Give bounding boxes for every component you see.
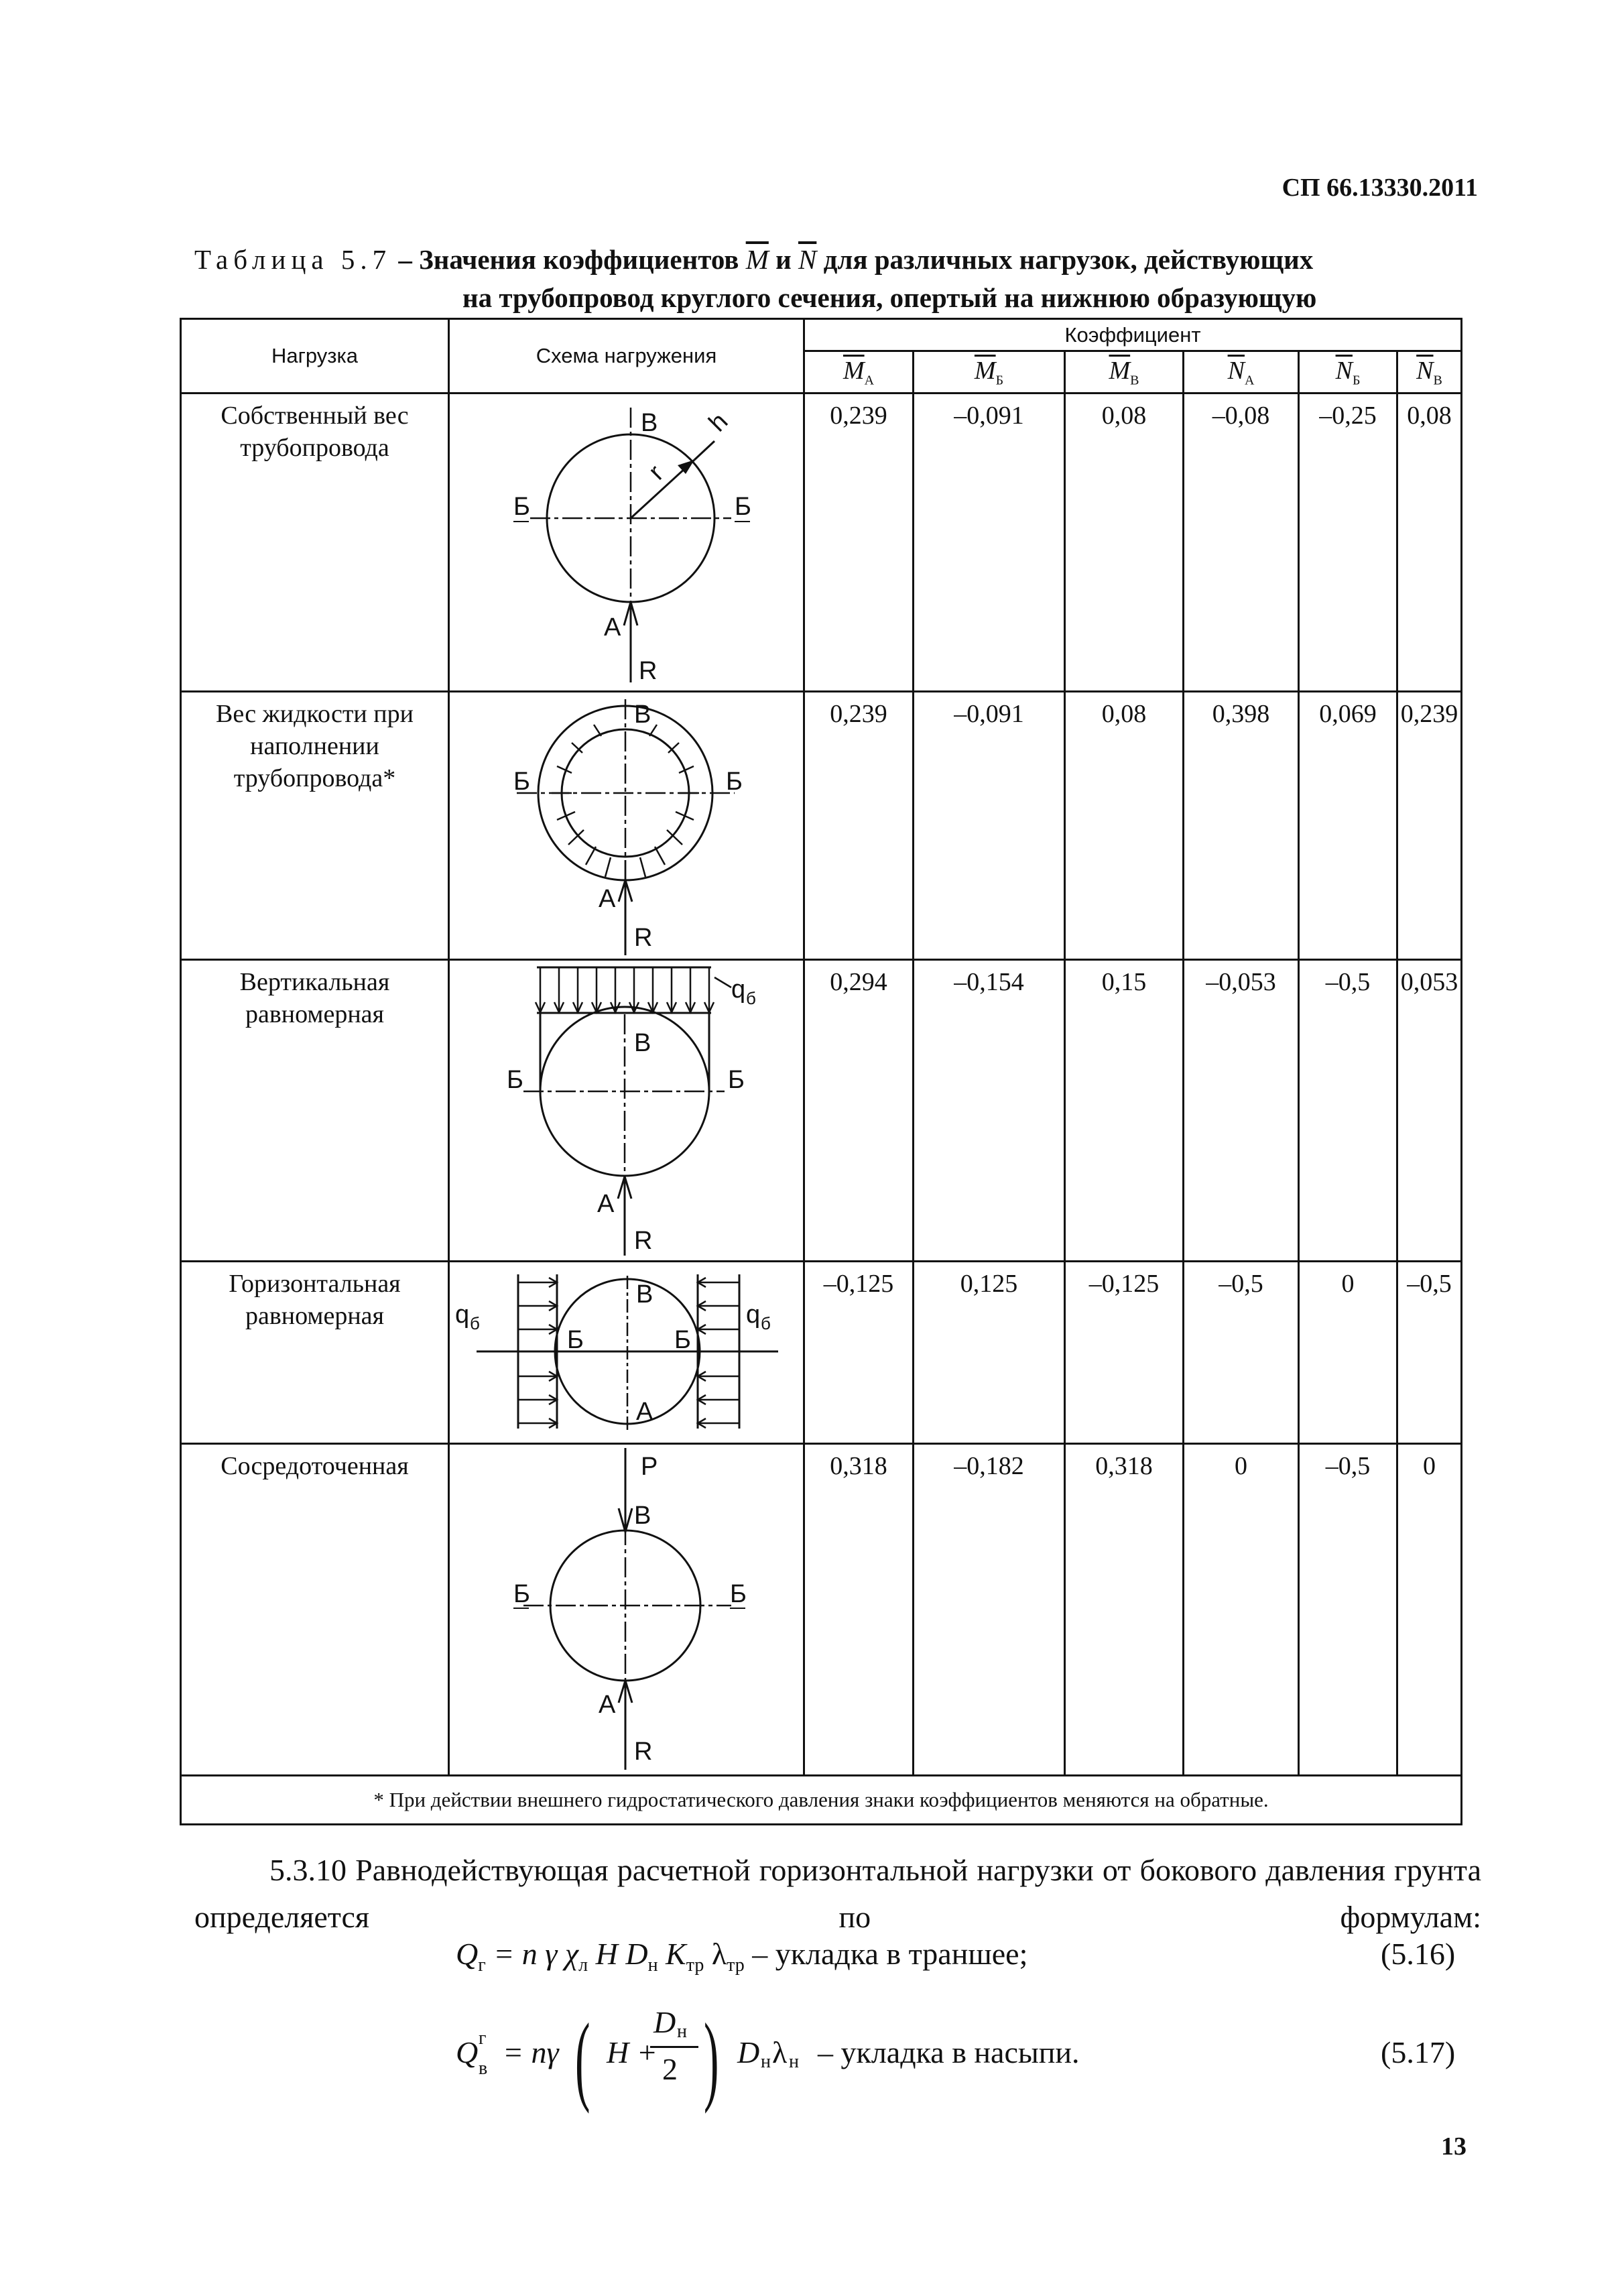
svg-text:Б: Б <box>567 1326 584 1354</box>
value-cell: –0,125 <box>1065 1262 1184 1444</box>
svg-text:б: б <box>761 1313 771 1333</box>
svg-text:Б: Б <box>728 1066 745 1094</box>
coefficients-table <box>180 318 1460 1834</box>
value-cell: –0,182 <box>914 1444 1065 1776</box>
value-cell: 0,069 <box>1299 692 1397 960</box>
caption-text2: для различных нагрузок, действующих <box>823 244 1314 275</box>
load-name: Вес жидкости при наполнении трубопровода* <box>181 692 449 960</box>
subheader-mb: $\overline{M}_Б$ <box>914 351 1065 394</box>
svg-text:q: q <box>455 1301 470 1329</box>
value-cell: 0,398 <box>1184 692 1299 960</box>
page-number: 13 <box>1441 2132 1467 2161</box>
value-cell: 0,08 <box>1065 692 1184 960</box>
svg-text:А: А <box>636 1398 653 1426</box>
caption-prefix: Таблица 5.7 <box>194 244 392 275</box>
svg-text:В: В <box>634 1029 651 1057</box>
paragraph-5-3-10 <box>194 1847 1481 1941</box>
caption-symbol-m: $\overline{M}$ <box>745 244 769 275</box>
svg-text:R: R <box>639 657 658 685</box>
value-cell: –0,25 <box>1299 394 1397 692</box>
header-scheme: Схема нагружения <box>449 319 804 394</box>
value-cell: 0 <box>1299 1262 1397 1444</box>
subheader-nb: $\overline{N}_Б$ <box>1299 351 1397 394</box>
formula-5-16: $Q_г = n$ γ $\chi_л$ H $D_н$ $K_{тр}$ $\lambda_{тр}$ – укладка в траншее; <box>456 1937 1028 1976</box>
caption-and: и <box>775 244 792 275</box>
svg-text:А: А <box>604 613 621 642</box>
table-row <box>181 1262 1462 1444</box>
value-cell: 0 <box>1184 1444 1299 1776</box>
value-cell: 0,318 <box>804 1444 914 1776</box>
svg-text:А: А <box>599 1691 616 1719</box>
svg-text:Б: Б <box>726 768 743 796</box>
svg-text:q: q <box>746 1301 761 1329</box>
scheme-vertical-uniform <box>449 960 804 1262</box>
svg-text:В: В <box>634 701 651 729</box>
equation-number-5-17: (5.17) <box>1381 2035 1456 2069</box>
subheader-ma: $\overline{M}_А$ <box>804 351 914 394</box>
fraction-numerator: D <box>653 2005 676 2039</box>
value-cell: –0,5 <box>1397 1262 1462 1444</box>
svg-text:Б: Б <box>513 768 530 796</box>
svg-text:А: А <box>599 885 616 913</box>
table-footnote: * При действии внешнего гидростатического давления знаки коэффициентов меняются на обратные. <box>181 1776 1462 1825</box>
scheme-concentrated <box>449 1444 804 1776</box>
svg-text:P: P <box>641 1453 658 1481</box>
value-cell: –0,091 <box>914 692 1065 960</box>
value-cell: 0,239 <box>804 394 914 692</box>
svg-text:б: б <box>746 988 756 1008</box>
value-cell: –0,5 <box>1184 1262 1299 1444</box>
subheader-na: $\overline{N}_А$ <box>1184 351 1299 394</box>
value-cell: 0,15 <box>1065 960 1184 1262</box>
scheme-horizontal-uniform <box>449 1262 804 1444</box>
load-name: Собственный вес трубопровода <box>181 394 449 692</box>
value-cell: 0,239 <box>1397 692 1462 960</box>
paragraph-number: 5.3.10 <box>269 1853 347 1887</box>
header-load: Нагрузка <box>181 319 449 394</box>
svg-text:В: В <box>641 409 658 437</box>
value-cell: 0,239 <box>804 692 914 960</box>
table-row <box>181 960 1462 1262</box>
value-cell: –0,091 <box>914 394 1065 692</box>
table-row <box>181 692 1462 960</box>
svg-text:h: h <box>703 407 734 438</box>
value-cell: 0,08 <box>1397 394 1462 692</box>
svg-text:А: А <box>597 1190 615 1218</box>
subheader-nv: $\overline{N}_В$ <box>1397 351 1462 394</box>
value-cell: 0,053 <box>1397 960 1462 1262</box>
value-cell: –0,053 <box>1184 960 1299 1262</box>
scheme-self-weight <box>449 394 804 692</box>
value-cell: –0,08 <box>1184 394 1299 692</box>
scheme-liquid-weight <box>449 692 804 960</box>
table-caption-line1 <box>194 243 1468 276</box>
load-name: Вертикальная равномерная <box>181 960 449 1262</box>
svg-text:б: б <box>470 1313 480 1333</box>
svg-text:R: R <box>634 1227 653 1255</box>
svg-text:R: R <box>634 1738 653 1766</box>
value-cell: 0 <box>1397 1444 1462 1776</box>
table-row <box>181 394 1462 692</box>
header-coefficient: Коэффициент <box>804 319 1462 351</box>
svg-text:Б: Б <box>735 493 751 521</box>
load-name: Сосредоточенная <box>181 1444 449 1776</box>
value-cell: –0,125 <box>804 1262 914 1444</box>
svg-text:Б: Б <box>674 1326 691 1354</box>
value-cell: 0,125 <box>914 1262 1065 1444</box>
svg-text:Б: Б <box>730 1580 747 1608</box>
caption-symbol-n: $\overline{N}$ <box>798 244 817 275</box>
svg-text:q: q <box>731 975 746 1004</box>
svg-text:r: r <box>643 459 670 486</box>
svg-text:Б: Б <box>513 493 530 521</box>
svg-text:В: В <box>636 1280 653 1309</box>
load-name: Горизонтальная равномерная <box>181 1262 449 1444</box>
paragraph-text: Равнодействующая расчетной горизонтальной нагрузки от бокового давления грунта определяется по формулам: <box>194 1853 1482 1934</box>
value-cell: 0,318 <box>1065 1444 1184 1776</box>
table-row <box>181 1444 1462 1776</box>
value-cell: –0,5 <box>1299 1444 1397 1776</box>
value-cell: –0,5 <box>1299 960 1397 1262</box>
svg-text:Б: Б <box>507 1066 523 1094</box>
caption-dash: – <box>391 244 420 275</box>
svg-text:Б: Б <box>513 1580 530 1608</box>
table-caption-line2: на трубопровод круглого сечения, опертый на нижнюю образующую <box>462 282 1317 313</box>
value-cell: 0,08 <box>1065 394 1184 692</box>
caption-text1: Значения коэффициентов <box>419 244 739 275</box>
equation-number-5-16: (5.16) <box>1381 1937 1456 1971</box>
svg-text:В: В <box>634 1502 651 1530</box>
document-code: СП 66.13330.2011 <box>1282 174 1478 202</box>
value-cell: –0,154 <box>914 960 1065 1262</box>
value-cell: 0,294 <box>804 960 914 1262</box>
svg-text:R: R <box>634 924 653 952</box>
subheader-mv: $\overline{M}_В$ <box>1065 351 1184 394</box>
